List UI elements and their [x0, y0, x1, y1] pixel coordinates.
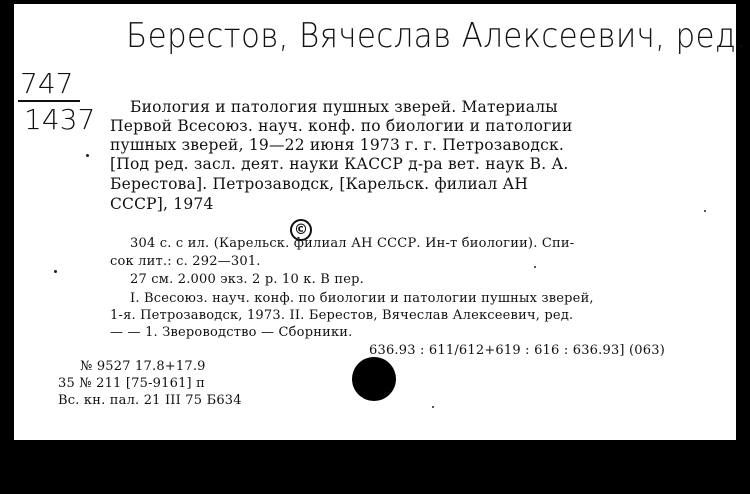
physical-line-2: сок лит.: с. 292—301. [110, 254, 261, 269]
speck [86, 154, 89, 157]
body-line-1: Биология и патология пушных зверей. Материалы [130, 98, 558, 116]
body-line-4: [Под ред. засл. деят. науки КАССР д-ра вет. наук В. А. [110, 155, 569, 173]
reg-line-3: Вс. кн. пал. 21 III 75 Б634 [58, 393, 242, 408]
speck [432, 406, 434, 408]
shelf-mark-bottom: 1437 [24, 103, 96, 136]
body-line-2: Первой Всесоюз. науч. конф. по биологии и патологии [110, 117, 573, 135]
body-line-5: Берестова]. Петрозаводск, [Карельск. филиал АН [110, 175, 529, 193]
shelf-mark-divider [18, 100, 80, 102]
shelf-mark-top: 747 [20, 67, 74, 100]
classification: 636.93 : 611/612+619 : 616 : 636.93] (063) [369, 343, 665, 358]
physical-line-3: 27 см. 2.000 экз. 2 р. 10 к. В пер. [130, 272, 364, 287]
tracing-line-3: — — 1. Звероводство — Сборники. [110, 325, 353, 340]
copyright-mark: © [290, 219, 312, 241]
physical-line-1: 304 с. с ил. (Карельск. филиал АН СССР. Ин-т биологии). Спи- [130, 236, 575, 251]
body-line-6: СССР], 1974 [110, 195, 214, 213]
author-handwritten: Берестов, Вячеслав Алексеевич, ред. [126, 16, 747, 56]
speck [704, 210, 706, 212]
reg-line-2: 35 № 211 [75-9161] п [58, 376, 206, 391]
speck [54, 270, 57, 273]
tracing-line-1: I. Всесоюз. науч. конф. по биологии и патологии пушных зверей, [130, 291, 594, 306]
tracing-line-2: 1-я. Петрозаводск, 1973. II. Берестов, Вячеслав Алексеевич, ред. [110, 308, 574, 323]
reg-line-1: № 9527 17.8+17.9 [80, 359, 206, 374]
body-line-3: пушных зверей, 19—22 июня 1973 г. г. Петрозаводск. [110, 136, 564, 154]
punch-hole [352, 357, 396, 401]
catalog-card [14, 4, 747, 440]
speck [534, 266, 536, 268]
